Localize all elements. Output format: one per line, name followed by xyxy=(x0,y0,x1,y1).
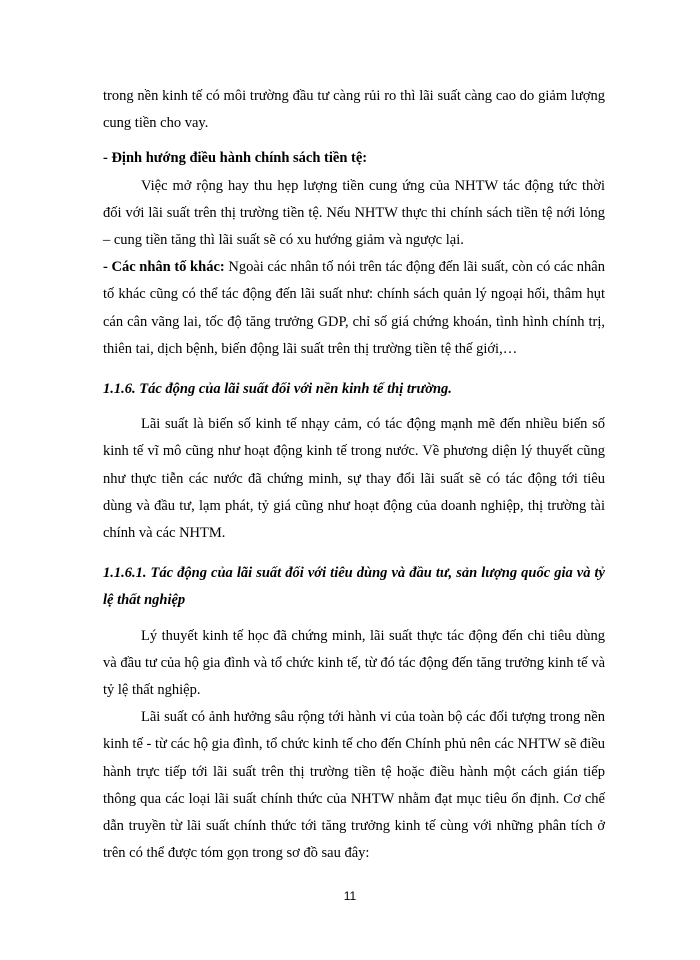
paragraph-other-factors xyxy=(103,254,605,363)
page-number: 11 xyxy=(343,889,357,903)
paragraph-monetary-policy: Việc mở rộng hay thu hẹp lượng tiền cung ứng của NHTW tác động tức thời đối với lãi suất trên thị trường tiền tệ. Nếu NHTW thực thi chính sách tiền tệ nới lỏng – cung tiền tăng thì lãi suất sẽ có xu hướng giảm và ngược lại. xyxy=(103,177,605,249)
other-factors-label: - Các nhân tố khác: xyxy=(103,259,225,276)
paragraph-interest-impact: Lãi suất là biến số kinh tế nhạy cảm, có tác động mạnh mẽ đến nhiều biến số kinh tế vĩ mô cũng như hoạt động kinh tế trong nước. Về phương diện lý thuyết cũng như thực tiễn các nước đã chứng minh, sự thay đổi lãi suất sẽ có tác động tới tiêu dùng và đầu tư, lạm phát, tỷ giá cũng như hoạt động của doanh nghiệp, thị trường tài chính và các NHTM. xyxy=(103,416,605,542)
document-body xyxy=(103,83,605,867)
heading-monetary-policy: - Định hướng điều hành chính sách tiền tệ: xyxy=(103,150,368,167)
paragraph-theory: Lý thuyết kinh tế học đã chứng minh, lãi suất thực tác động đến chi tiêu dùng và đầu tư của hộ gia đình và tổ chức kinh tế, từ đó tác động đến tăng trưởng kinh tế và tỷ lệ thất nghiệp. xyxy=(103,627,605,699)
paragraph-risk-continuation: trong nền kinh tế có môi trường đầu tư càng rủi ro thì lãi suất càng cao do giảm lượng cung tiền cho vay. xyxy=(103,88,605,132)
section-heading-1-1-6: 1.1.6. Tác động của lãi suất đối với nền kinh tế thị trường. xyxy=(103,381,452,398)
paragraph-transmission: Lãi suất có ảnh hưởng sâu rộng tới hành vi của toàn bộ các đối tượng trong nền kinh tế - từ các hộ gia đình, tổ chức kinh tế cho đến Chính phủ nên các NHTW sẽ điều hành trực tiếp tới lãi suất trên thị trường tiền tệ hoặc điều hành một cách gián tiếp thông qua các loại lãi suất chính thức của NHTW nhằm đạt mục tiêu ổn định. Cơ chế dẫn truyền từ lãi suất chính thức tới tăng trưởng kinh tế cùng với những phân tích ở trên có thể được tóm gọn trong sơ đồ sau đây: xyxy=(103,709,605,862)
section-heading-1-1-6-1: 1.1.6.1. Tác động của lãi suất đối với tiêu dùng và đầu tư, sản lượng quốc gia và tỷ lệ thất nghiệp xyxy=(103,565,605,609)
other-factors-text: Ngoài các nhân tố nói trên tác động đến lãi suất, còn có các nhân tố khác cũng có thể tác động đến lãi suất như: chính sách quản lý ngoại hối, thâm hụt cán cân vãng lai, tốc độ tăng trưởng GDP, chỉ số giá chứng khoán, tình hình chính trị, thiên tai, dịch bệnh, biến động lãi suất trên thị trường tiền tệ thế giới,… xyxy=(103,259,605,357)
